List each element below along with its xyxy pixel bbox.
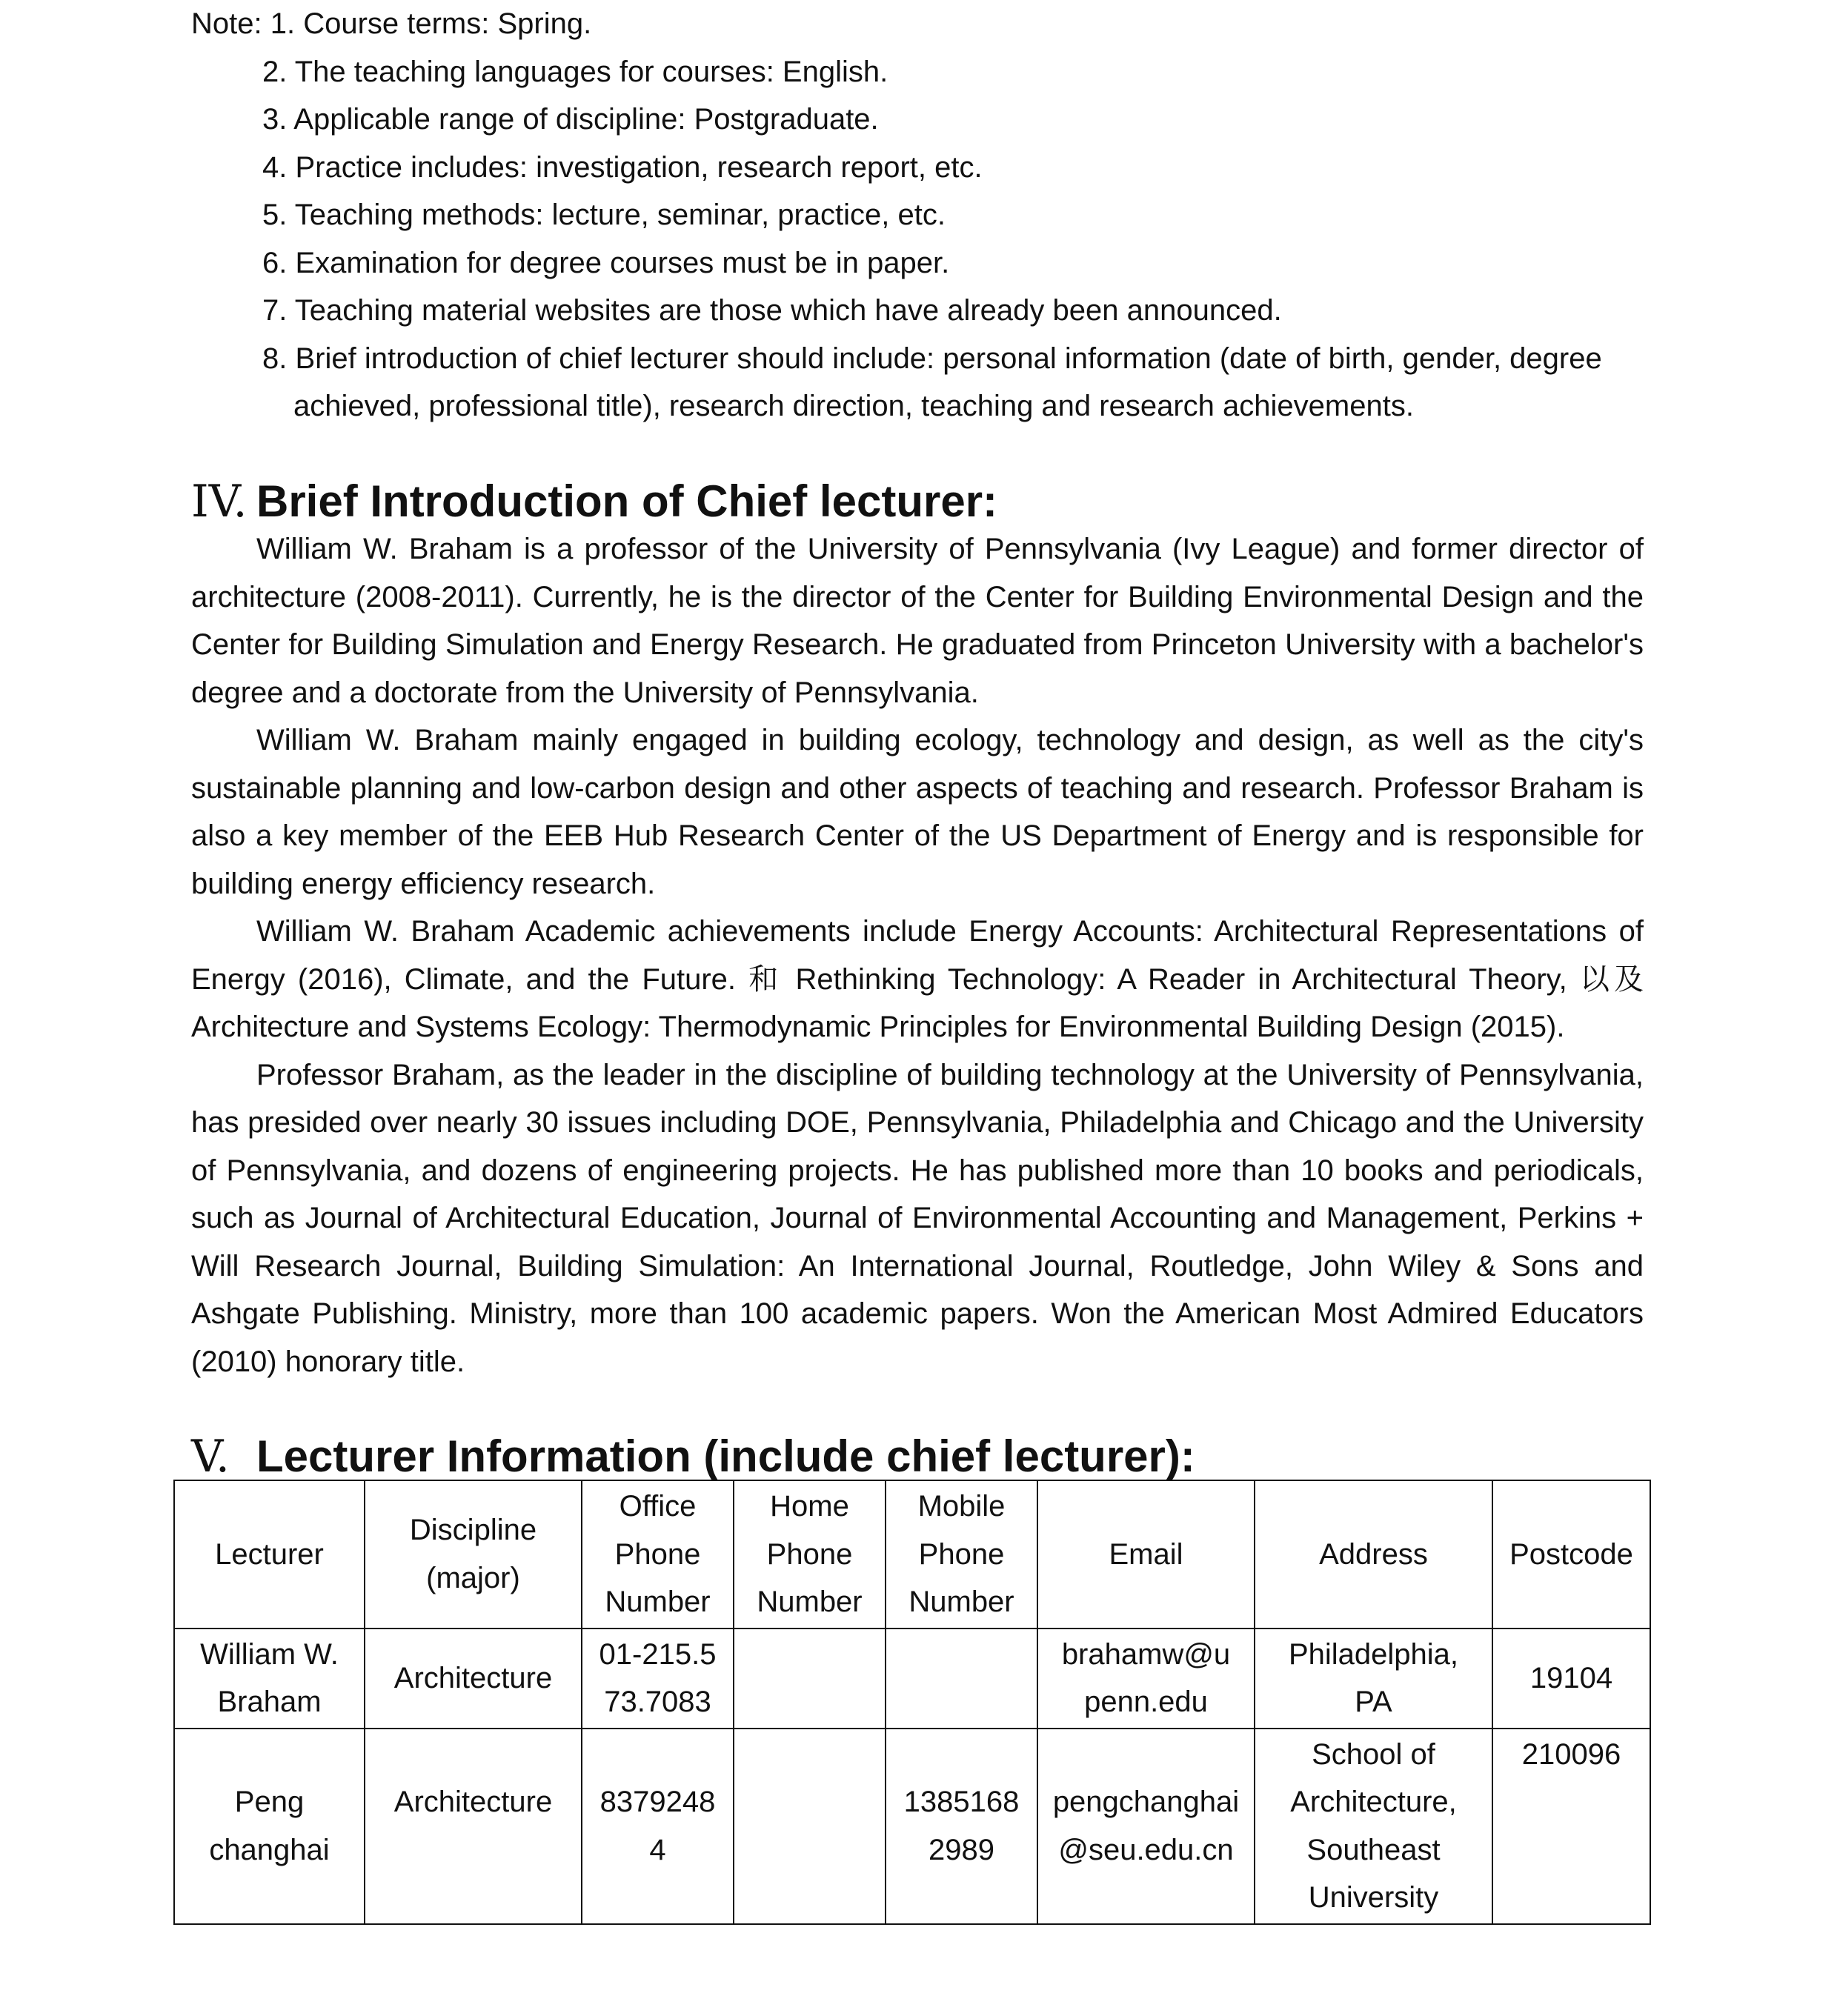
cell-address-line-2: Architecture, — [1290, 1786, 1457, 1818]
cell-home-phone — [734, 1629, 886, 1729]
header-postcode-label: Postcode — [1509, 1537, 1633, 1571]
cell-mobile-line-2: 2989 — [929, 1833, 994, 1866]
cell-email — [1037, 1729, 1255, 1924]
note-item-4: 4. Practice includes: investigation, research report, etc. — [262, 150, 983, 184]
note-item-1: Note: 1. Course terms: Spring. — [191, 7, 592, 40]
table-header-row — [174, 1480, 1650, 1629]
header-lecturer-label: Lecturer — [215, 1537, 324, 1571]
header-mobile-line-3: Number — [908, 1586, 1014, 1618]
cell-office-line-1: 01-215.5 — [599, 1637, 717, 1671]
cell-lecturer-line-2: changhai — [209, 1833, 330, 1866]
bio-paragraph-1: William W. Braham is a professor of the University of Pennsylvania (Ivy League) and former director of architecture (2008-2011). Currently, he is the director of the Center for Building Environmental Design and the Center for Building Simulation and Energy Research. He graduated from Princeton University with a bachelor's degree and a doctorate from the University of Pennsylvania. — [191, 533, 1644, 709]
cell-address-line-1: Philadelphia, — [1288, 1637, 1459, 1671]
cell-address — [1255, 1629, 1492, 1729]
cell-address-line-2: PA — [1355, 1686, 1392, 1718]
header-mobile-phone — [886, 1480, 1037, 1629]
section-iv-heading — [191, 475, 1644, 528]
cell-address-line-1: School of — [1312, 1737, 1435, 1771]
header-email — [1037, 1480, 1255, 1629]
header-office-line-2: Phone — [614, 1537, 701, 1571]
header-address — [1255, 1480, 1492, 1629]
table-row — [174, 1729, 1650, 1924]
cell-discipline: Architecture — [365, 1729, 582, 1924]
cell-address-line-4: University — [1308, 1881, 1439, 1914]
header-lecturer — [174, 1480, 365, 1629]
lecturer-info-table — [173, 1480, 1651, 1925]
cell-lecturer — [174, 1629, 365, 1729]
header-office-line-3: Number — [605, 1586, 711, 1618]
cell-postcode: 210096 — [1492, 1729, 1650, 1924]
cell-lecturer-line-1: Peng — [234, 1786, 305, 1818]
cell-email-line-1: brahamw@u — [1061, 1637, 1231, 1671]
header-email-label: Email — [1109, 1537, 1183, 1571]
cell-home-phone — [734, 1729, 886, 1924]
section-iv-number: IV. — [191, 475, 248, 528]
header-home-line-1: Home — [770, 1490, 849, 1523]
section-v-heading — [191, 1433, 1644, 1481]
section-v-title: Lecturer Information (include chief lecturer): — [256, 1431, 1195, 1481]
cell-mobile-phone — [886, 1729, 1037, 1924]
note-item-8 — [191, 335, 1644, 430]
bio-paragraph-3-part-1: William W. Braham Academic achievements include Energy Accounts: Architectural Representations of Energy (2016), Climate, and the Future. — [191, 915, 1644, 996]
cell-lecturer-line-2: Braham — [217, 1686, 322, 1718]
cell-office-line-2: 73.7083 — [604, 1686, 711, 1718]
bio-paragraph-3-part-3: Architecture and Systems Ecology: Thermodynamic Principles for Environmental Building Design (2015). — [191, 1011, 1565, 1043]
cell-lecturer-line-1: William W. — [200, 1637, 339, 1671]
cell-postcode: 19104 — [1492, 1629, 1650, 1729]
header-address-label: Address — [1319, 1537, 1428, 1571]
bio-paragraph-2: William W. Braham mainly engaged in building ecology, technology and design, as well as the city's sustainable planning and low-carbon design and other aspects of teaching and research. Professor Braham is also a key member of the EEB Hub Research Center of the US Department of Energy and is responsible for building energy efficiency research. — [191, 724, 1644, 900]
header-home-line-2: Phone — [766, 1537, 853, 1571]
bio-paragraph-3 — [191, 908, 1644, 1051]
header-office-line-1: Office — [619, 1490, 697, 1523]
bio-paragraph-3-cjk-1: 和 — [748, 962, 783, 997]
cell-mobile-line-1: 1385168 — [903, 1786, 1020, 1818]
note-item-6: 6. Examination for degree courses must be in paper. — [262, 246, 950, 279]
header-mobile-line-2: Phone — [918, 1537, 1005, 1571]
cell-office-line-1: 8379248 — [599, 1786, 716, 1818]
cell-email-line-1: pengchanghai — [1052, 1786, 1240, 1818]
cell-lecturer — [174, 1729, 365, 1924]
section-v-number: V. — [191, 1431, 230, 1483]
bio-paragraph-3-part-2: Rethinking Technology: A Reader in Architectural Theory, — [795, 962, 1567, 996]
bio-paragraph-3-cjk-2: 以及 — [1579, 962, 1644, 997]
header-office-phone — [582, 1480, 734, 1629]
cell-email-line-2: @seu.edu.cn — [1058, 1833, 1234, 1866]
cell-email-line-2: penn.edu — [1084, 1686, 1208, 1718]
header-home-line-3: Number — [757, 1586, 863, 1618]
section-iv-title: Brief Introduction of Chief lecturer: — [256, 476, 998, 526]
note-item-7: 7. Teaching material websites are those which have already been announced. — [262, 294, 1282, 327]
cell-office-line-2: 4 — [649, 1833, 666, 1866]
note-item-5: 5. Teaching methods: lecture, seminar, practice, etc. — [262, 199, 946, 231]
header-home-phone — [734, 1480, 886, 1629]
cell-mobile-phone — [886, 1629, 1037, 1729]
note-item-3: 3. Applicable range of discipline: Postgraduate. — [262, 103, 879, 136]
header-mobile-line-1: Mobile — [917, 1490, 1006, 1523]
note-item-8-line-1: 8. Brief introduction of chief lecturer should include: personal information (date of birth, gender, degree — [262, 342, 1602, 375]
cell-office-phone — [582, 1729, 734, 1924]
note-item-8-line-2: achieved, professional title), research direction, teaching and research achievements. — [293, 390, 1414, 422]
note-item-2: 2. The teaching languages for courses: English. — [262, 55, 888, 88]
cell-office-phone — [582, 1629, 734, 1729]
notes-list — [191, 0, 1644, 430]
header-discipline — [365, 1480, 582, 1629]
table-row — [174, 1629, 1650, 1729]
cell-address — [1255, 1729, 1492, 1924]
header-discipline-line-1: Discipline — [409, 1514, 537, 1547]
cell-address-line-3: Southeast — [1306, 1833, 1441, 1866]
bio-paragraph-4: Professor Braham, as the leader in the discipline of building technology at the University of Pennsylvania, has presided over nearly 30 issues including DOE, Pennsylvania, Philadelphia and Chicago and the University of Pennsylvania, and dozens of engineering projects. He has published more than 10 books and periodicals, such as Journal of Architectural Education, Journal of Environmental Accounting and Management, Perkins + Will Research Journal, Building Simulation: An International Journal, Routledge, John Wiley & Sons and Ashgate Publishing. Ministry, more than 100 academic papers. Won the American Most Admired Educators (2010) honorary title. — [191, 1058, 1644, 1378]
document-page — [191, 0, 1644, 1481]
header-discipline-line-2: (major) — [426, 1561, 520, 1594]
cell-discipline: Architecture — [365, 1629, 582, 1729]
cell-email — [1037, 1629, 1255, 1729]
header-postcode — [1492, 1480, 1650, 1629]
